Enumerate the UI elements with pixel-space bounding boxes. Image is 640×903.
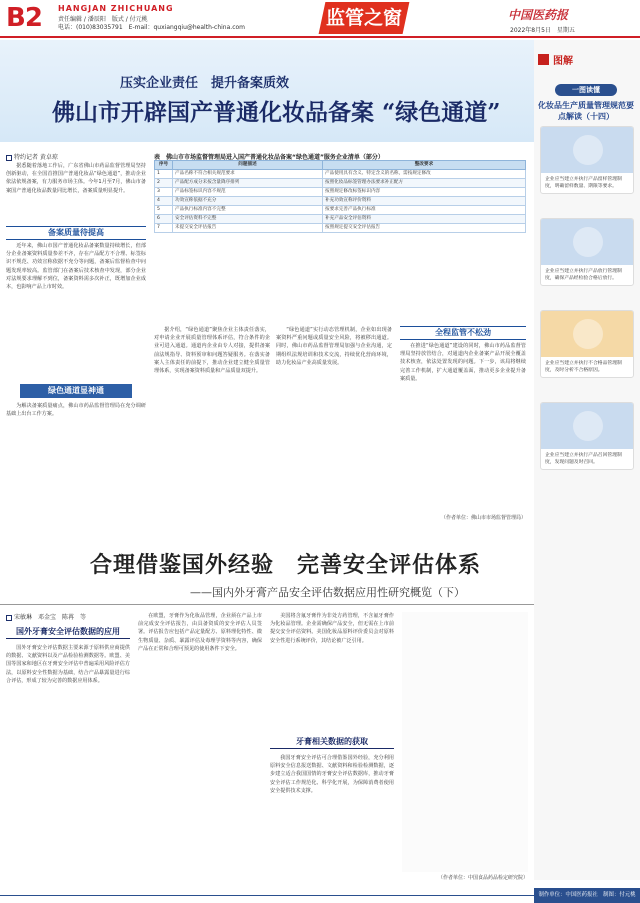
table-cell: 功效宣称依据不充分: [173, 197, 323, 206]
top-subhead-1: 备案质量待提高: [6, 226, 146, 240]
table-cell: 按照规定提交安全评估报告: [323, 224, 526, 233]
contact-line: 电话：(010)83035791 E-mail：quxiangqiu@health-china.com: [58, 24, 246, 31]
card-caption: 企业应当建立并执行产品留样管理制度，明确留样数量、期限等要求。: [545, 177, 622, 189]
bottom-subhead-2: 牙膏相关数据的获取: [270, 736, 394, 749]
bottom-article-title: 合理借鉴国外经验 完善安全评估体系: [90, 552, 482, 578]
table-cell: 产品执行标准内容不完整: [173, 206, 323, 215]
table-cell: 产品使用具有含义、特定含义的名称，需按规定修改: [323, 170, 526, 179]
bottom-article-divider: [0, 604, 534, 605]
page-number: B2: [6, 3, 42, 33]
card-caption: 企业应当建立并执行不合格品管理制度，及时分析不合格原因。: [545, 361, 622, 373]
bottom-article-col3: 美国将含氟牙膏作为非处方药管理，不含氟牙膏作为化妆品管理。企业需确保产品安全，但无需在上市前提交安全评估资料。美国化妆品原料评价委员会对原料安全性进行系统评价，其结论被广泛引用。: [270, 613, 394, 644]
table-cell: 产品配方成分未按含量降序排列: [173, 179, 323, 188]
byline-icon: [6, 155, 12, 161]
bottom-article-subtitle: ——国内外牙膏产品安全评估数据应用性研究概览（下）: [190, 586, 465, 599]
table-cell: 5: [155, 206, 173, 215]
illustration-icon: [541, 219, 633, 265]
table-header-row: [155, 161, 526, 170]
top-subhead-3: 全程监管不松劲: [400, 326, 526, 340]
top-article-lead: 据悉随着落地工作后，广东省佛山市药品监督管理局坚持创新驱动，在全国首推国产普通化妆品“绿色通道”，推动企业依法依规备案，有力服务市场主体。今年1月至7月，佛山市备案国产普通化妆品数量同比增长，备案质量明显提升。: [6, 163, 146, 194]
bottom-subhead-1: 国外牙膏安全评估数据的应用: [6, 626, 130, 639]
bottom-article-col1: 国外牙膏安全评估数据主要来源于原料供应商提供的数据、文献资料以及产品检验检测数据等。欧盟、美国等国家和地区在牙膏安全评估中普遍采用风险评估方法，以原料安全性数据为基础，结合产品暴露量进行综合评估，形成了较为完善的数据应用体系。: [6, 645, 130, 684]
table-cell: 按照规定修改标签标识内容: [323, 188, 526, 197]
table-cell: 未提交安全评估报告: [173, 224, 323, 233]
table-row: [155, 215, 526, 224]
sidebar-heading: 图解: [538, 52, 634, 67]
illustration-icon: [541, 403, 633, 449]
table-cell: 7: [155, 224, 173, 233]
table-row: [155, 170, 526, 179]
top-subhead-2: 绿色通道显神通: [20, 384, 132, 398]
top-article-title: 佛山市开辟国产普通化妆品备案 “绿色通道”: [52, 99, 501, 126]
editor-credit: 责任编辑 / 潘辰阳 版式 / 付元桃: [58, 16, 148, 23]
header-divider: [0, 36, 640, 38]
issue-date: 2022年8月5日 星期五: [510, 27, 575, 34]
table-caption: 表 佛山市市场监督管理局进入国产普通化妆品备案“绿色通道”服务企业清单（部分）: [154, 154, 384, 161]
section-english-name: HANGJAN ZHICHUANG: [58, 4, 174, 13]
card-caption: 企业应当建立并执行产品召回管理制度，发现问题及时召回。: [545, 453, 622, 465]
infographic-card: [540, 218, 634, 286]
footer-divider: [0, 895, 534, 896]
infographic-card: [540, 310, 634, 378]
infographic-card: [540, 402, 634, 470]
table-row: [155, 197, 526, 206]
square-icon: [538, 54, 549, 65]
illustration-icon: [541, 311, 633, 357]
table-row: [155, 179, 526, 188]
newspaper-logo: 中国医药报: [508, 8, 569, 22]
byline-icon: [6, 615, 12, 621]
table-row: [155, 206, 526, 215]
table-cell: 产品名称不符合相关规范要求: [173, 170, 323, 179]
table-header-cell: 整改要求: [323, 161, 526, 170]
bottom-article-author: （作者单位：中国食品药品检定研究院）: [437, 875, 528, 881]
bottom-article-col2: 在欧盟，牙膏作为化妆品管理，企业须在产品上市前完成安全评估报告，由具备资质的安全评估人员签署。评估报告应包括产品定量配方、原料理化特性、微生物质量、杂质、暴露评估及毒理学资料等内容，确保产品在正常和合理可预见的使用条件下安全。: [138, 613, 262, 652]
top-article-subtitle: 压实企业责任 提升备案质效: [120, 76, 290, 91]
table-cell: 1: [155, 170, 173, 179]
table-row: [155, 224, 526, 233]
infographic-card: [540, 126, 634, 194]
sidebar-badge: 一图读懂: [555, 84, 617, 96]
table-cell: 4: [155, 197, 173, 206]
table-cell: 2: [155, 179, 173, 188]
enterprise-table: [154, 160, 526, 233]
table-cell: 补充产品安全评估资料: [323, 215, 526, 224]
top-article-col1: 近年来，佛山市国产普通化妆品备案数量持续增长，但部分企业备案资料质量参差不齐，存在产品配方不合理、标签标识不规范、功效宣称依据不充分等问题，备案后监督检查中问题发现率较高。监管部门在备案后技术核查中发现，部分企业对法规要求理解不到位，备案资料需多次补正，既增加企业成本，也影响产品上市时效。: [6, 243, 146, 291]
table-cell: 补充功效宣称评价资料: [323, 197, 526, 206]
top-article-author: （作者单位：佛山市市场监督管理局）: [440, 515, 526, 521]
section-title: 监管之窗: [319, 2, 410, 34]
bottom-article-col5-area: [402, 612, 528, 872]
table-cell: 安全评估资料不完整: [173, 215, 323, 224]
table-row: [155, 188, 526, 197]
bottom-article-byline: 宋敏琳 邓金宝 陈苒 等: [6, 612, 86, 621]
table-cell: 产品标签标识内容不规范: [173, 188, 323, 197]
table-cell: 3: [155, 188, 173, 197]
card-caption: 企业应当建立并执行产品放行管理制度，确保产品经检验合格后放行。: [545, 269, 622, 281]
table-header-cell: 问题描述: [173, 161, 323, 170]
top-article-col4: 在推进“绿色通道”建设的同时，佛山市药品监督管理局坚持放管结合，对通道内企业备案产品开展全覆盖技术核查，依法处置发现的问题。下一步，该局将继续完善工作机制，扩大通道覆盖面，推动更多企业提升备案质量。: [400, 343, 526, 382]
table-cell: 按照化妆品标签管理办法要求补正配方: [323, 179, 526, 188]
table-cell: 按要求完善产品执行标准: [323, 206, 526, 215]
table-cell: 6: [155, 215, 173, 224]
top-article-col1-tail: 为解决备案质量痛点，佛山市药品监督管理局在充分调研基础上出台工作方案。: [6, 403, 146, 418]
table-header-cell: 序号: [155, 161, 173, 170]
top-article-byline: 特约记者 黄卓琼: [6, 152, 58, 161]
top-article-col3: “绿色通道”实行动态管理机制，企业如出现备案资料严重问题或质量安全风险，将被移出通道。同时，佛山市药品监督管理局加强与企业沟通，定期组织法规培训和技术交流，持续优化营商环境，助力化妆品产业高质量发展。: [276, 327, 392, 366]
page-header: [0, 0, 640, 38]
top-article-col2: 据介绍，“绿色通道”聚焦企业主体责任落实，对申请企业开展质量管理体系评估，符合条件的企业可进入通道。通道内企业由专人对接，提供备案前法规指导、资料预审和问题答疑服务。在落实备案人主体责任的前提下，推动企业建立健全质量管理体系，实现备案资料质量和产品质量双提升。: [154, 327, 270, 375]
illustration-icon: [541, 127, 633, 173]
bottom-article-col4: 我国牙膏安全评估可合理借鉴国外经验，充分利用原料安全信息报送数据、文献资料和检验检测数据，逐步建立适合我国国情的牙膏安全评估数据库，推动牙膏安全评估工作规范化、科学化开展，为保障消费者使用安全提供技术支撑。: [270, 755, 394, 794]
sidebar-footer: 制作单位：中国医药报社 制图：付元桃: [534, 888, 640, 903]
sidebar-title: 化妆品生产质量管理规范要点解读（十四）: [538, 101, 634, 121]
